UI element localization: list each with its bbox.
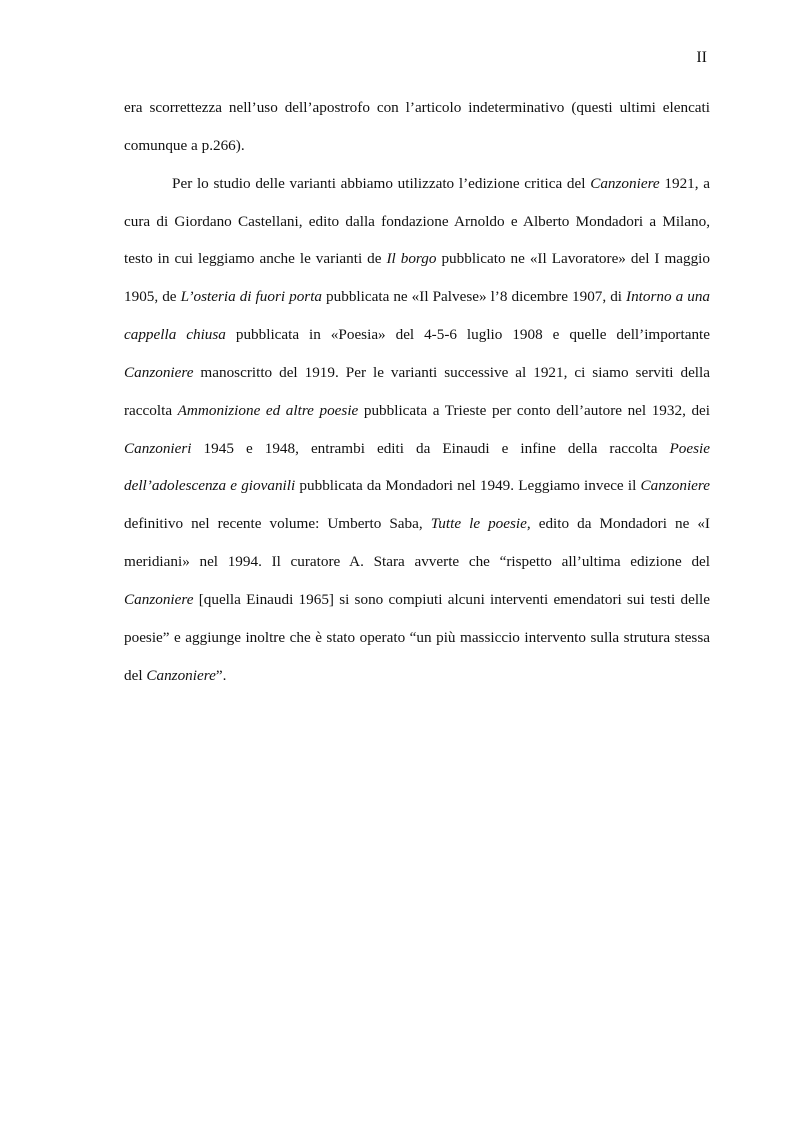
- paragraph-1: [124, 89, 710, 165]
- paragraph-text: pubblicato ne «Il Lavoratore» del I maggio 1905, de: [124, 250, 710, 306]
- italic-title: Canzoniere: [640, 477, 710, 495]
- italic-title: Ammonizione ed altre poesie: [177, 401, 359, 419]
- paragraph-text: pubblicata ne «Il Palvese» l’8 dicembre 1907, di: [322, 288, 627, 306]
- italic-title: Canzoniere: [590, 174, 660, 192]
- italic-title: Tutte le poesie: [430, 515, 527, 533]
- page-number: II: [696, 49, 707, 66]
- paragraph-text: ”.: [215, 666, 227, 684]
- body-text: [124, 89, 710, 695]
- paragraph-text: 1921, a cura di Giordano Castellani, edito dalla fondazione Arnoldo e Alberto Mondadori a Milano, testo in cui leggiamo anche le varianti de: [124, 174, 711, 268]
- italic-title: Canzoniere: [124, 590, 194, 608]
- paragraph-text: definitivo nel recente volume: Umberto Saba,: [124, 515, 431, 533]
- paragraph-text: [quella Einaudi 1965] si sono compiuti alcuni interventi emendatori sui testi delle poesie” e aggiunge inoltre che è stato operato “un più massiccio intervento sulla strutura stessa del: [124, 590, 710, 684]
- paragraph-text: pubblicata in «Poesia» del 4-5-6 luglio 1908 e quelle dell’importante: [225, 326, 711, 344]
- paragraph-text: pubblicata da Mondadori nel 1949. Leggiamo invece il: [295, 477, 641, 495]
- paragraph-2: [124, 165, 710, 695]
- paragraph-text: Per lo studio delle varianti abbiamo utilizzato l’edizione critica del: [172, 174, 591, 192]
- italic-title: Canzoniere: [146, 666, 216, 684]
- italic-title: Canzoniere: [124, 363, 194, 381]
- paragraph-text: 1945 e 1948, entrambi editi da Einaudi e infine della raccolta: [191, 439, 670, 457]
- italic-title: L’osteria di fuori porta: [180, 288, 323, 306]
- paragraph-text: era scorrettezza nell’uso dell’apostrofo con l’articolo indeterminativo (questi ultimi elencati comunque a p.266).: [124, 99, 710, 154]
- italic-title: Intorno a una cappella chiusa: [124, 288, 711, 344]
- italic-title: Canzonieri: [124, 439, 192, 457]
- paragraph-text: manoscritto del 1919. Per le varianti successive al 1921, ci siamo serviti della raccolta: [124, 363, 710, 419]
- paragraph-text: , edito da Mondadori ne «I meridiani» nel 1994. Il curatore A. Stara avverte che “rispetto all’ultima edizione del: [124, 515, 710, 571]
- italic-title: Poesie dell’adolescenza e giovanili: [124, 439, 710, 495]
- italic-title: Il borgo: [386, 250, 437, 268]
- paragraph-text: pubblicata a Trieste per conto dell’autore nel 1932, dei: [358, 401, 711, 419]
